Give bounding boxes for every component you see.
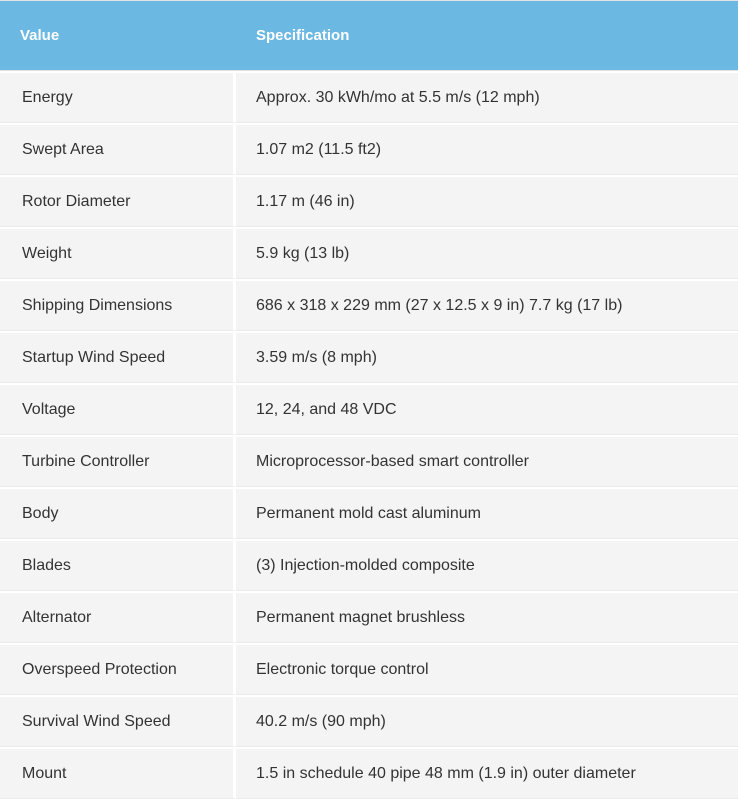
table-row — [0, 123, 738, 175]
row-spec-cell: Permanent mold cast aluminum — [236, 487, 738, 539]
row-spec-cell: 5.9 kg (13 lb) — [236, 227, 738, 279]
table-row — [0, 331, 738, 383]
row-spec-cell: 1.17 m (46 in) — [236, 175, 738, 227]
table-row — [0, 175, 738, 227]
row-spec-cell: Permanent magnet brushless — [236, 591, 738, 643]
row-value-cell: Body — [0, 487, 236, 539]
row-spec-cell: 12, 24, and 48 VDC — [236, 383, 738, 435]
row-spec-cell: 1.5 in schedule 40 pipe 48 mm (1.9 in) outer diameter — [236, 747, 738, 799]
table-row — [0, 435, 738, 487]
row-spec-cell: Approx. 30 kWh/mo at 5.5 m/s (12 mph) — [236, 71, 738, 123]
row-spec-cell: 1.07 m2 (11.5 ft2) — [236, 123, 738, 175]
row-value-cell: Survival Wind Speed — [0, 695, 236, 747]
table-row — [0, 695, 738, 747]
table-row — [0, 591, 738, 643]
table-row — [0, 383, 738, 435]
row-value-cell: Energy — [0, 71, 236, 123]
table-row — [0, 71, 738, 123]
row-value-cell: Startup Wind Speed — [0, 331, 236, 383]
row-spec-cell: 3.59 m/s (8 mph) — [236, 331, 738, 383]
row-spec-cell: Microprocessor-based smart controller — [236, 435, 738, 487]
row-spec-cell: (3) Injection-molded composite — [236, 539, 738, 591]
table-row — [0, 747, 738, 799]
row-value-cell: Swept Area — [0, 123, 236, 175]
row-value-cell: Overspeed Protection — [0, 643, 236, 695]
header-specification: Specification — [236, 0, 738, 71]
table-row — [0, 487, 738, 539]
row-value-cell: Shipping Dimensions — [0, 279, 236, 331]
table-row — [0, 279, 738, 331]
table-body — [0, 71, 738, 799]
row-value-cell: Blades — [0, 539, 236, 591]
row-value-cell: Turbine Controller — [0, 435, 236, 487]
row-spec-cell: 40.2 m/s (90 mph) — [236, 695, 738, 747]
row-value-cell: Rotor Diameter — [0, 175, 236, 227]
row-value-cell: Weight — [0, 227, 236, 279]
row-value-cell: Voltage — [0, 383, 236, 435]
table-header — [0, 0, 738, 71]
row-spec-cell: 686 x 318 x 229 mm (27 x 12.5 x 9 in) 7.7 kg (17 lb) — [236, 279, 738, 331]
row-value-cell: Alternator — [0, 591, 236, 643]
table-row — [0, 643, 738, 695]
table-row — [0, 539, 738, 591]
table-row — [0, 227, 738, 279]
header-value: Value — [0, 0, 236, 71]
row-value-cell: Mount — [0, 747, 236, 799]
header-row — [0, 0, 738, 71]
row-spec-cell: Electronic torque control — [236, 643, 738, 695]
